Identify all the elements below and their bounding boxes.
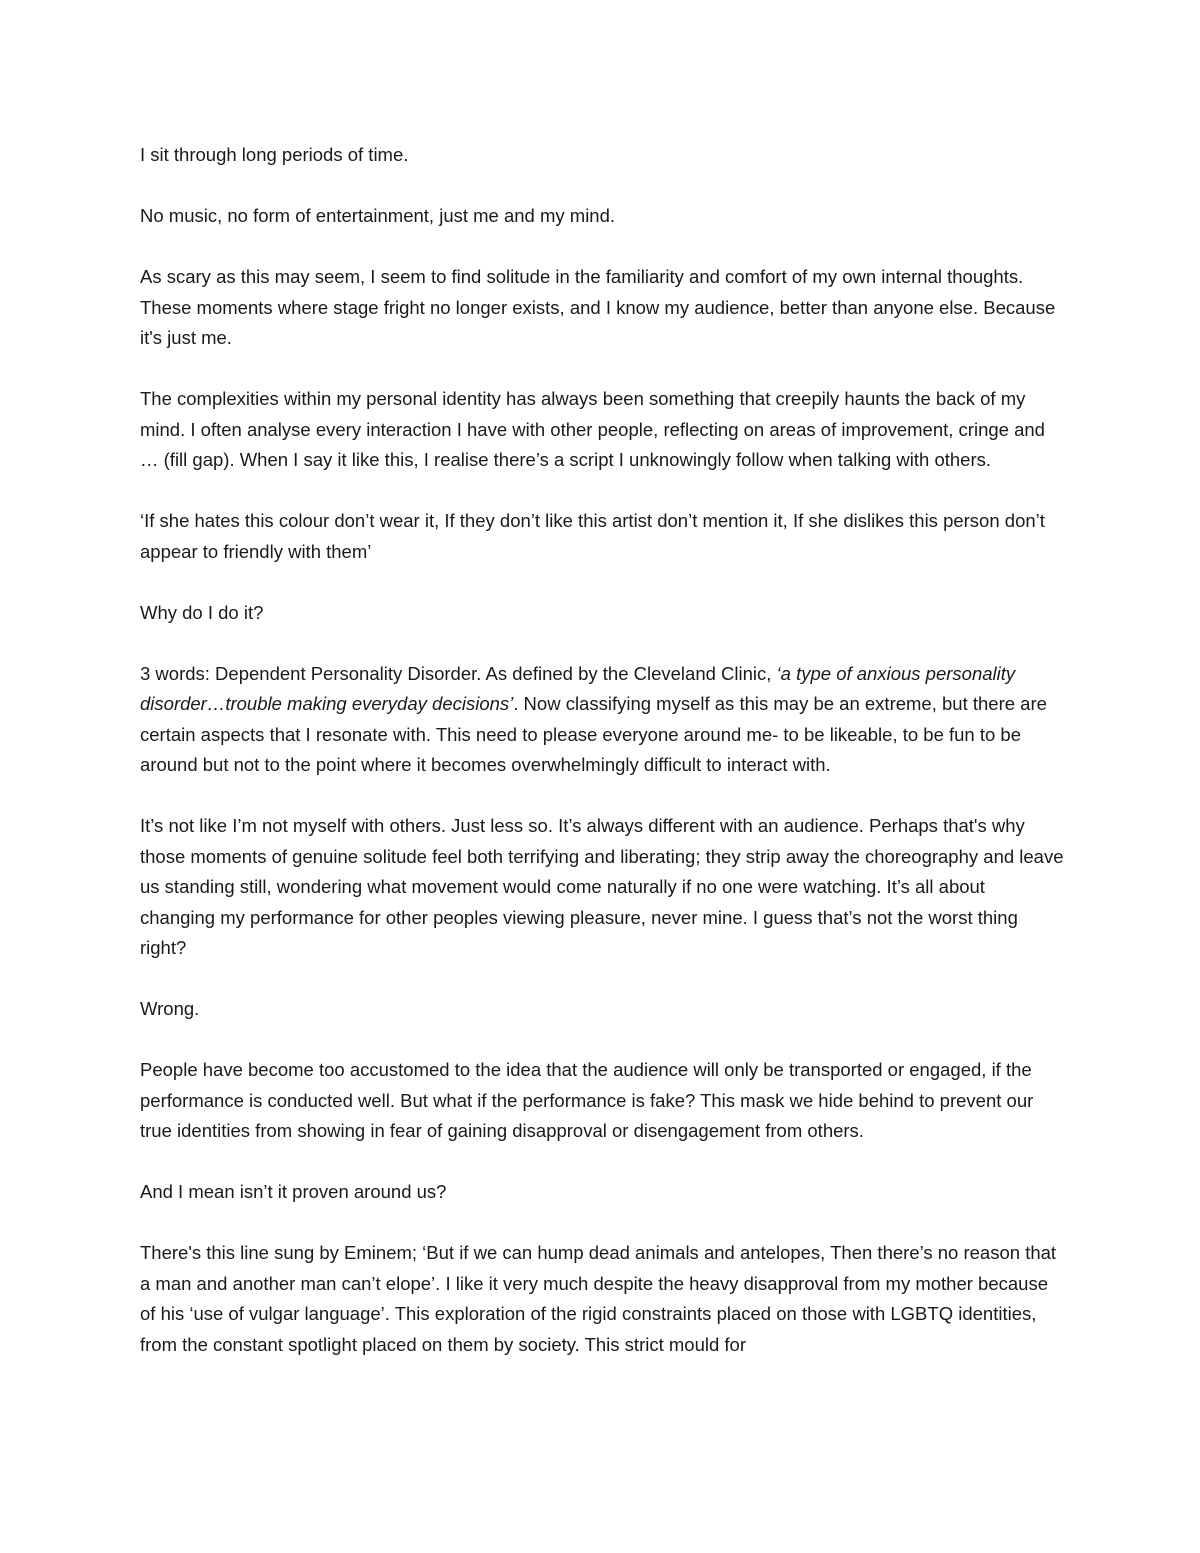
paragraph-7-rest: . Now classifying myself as this may be an extreme, but there are certain aspects that I resonate with. This need to please everyone around me- to be likeable, to be fun to be around but not to the point where it becomes overwhelmingly difficult to interact with.: [140, 693, 1047, 775]
paragraph-10: People have become too accustomed to the idea that the audience will only be transported or engaged, if the performance is conducted well. But what if the performance is fake? This mask we hide behind to prevent our true identities from showing in fear of gaining disapproval or disengagement from others.: [140, 1059, 1034, 1141]
paragraph-2: No music, no form of entertainment, just me and my mind.: [140, 205, 616, 226]
paragraph-7: [140, 659, 1065, 781]
paragraph-5: ‘If she hates this colour don’t wear it, If they don’t like this artist don’t mention it, If she dislikes this person don’t appear to friendly with them’: [140, 510, 1045, 562]
paragraph-1: I sit through long periods of time.: [140, 144, 409, 165]
paragraph-3: As scary as this may seem, I seem to find solitude in the familiarity and comfort of my own internal thoughts. These moments where stage fright no longer exists, and I know my audience, better than anyone else. Because it's just me.: [140, 266, 1056, 348]
paragraph-11: And I mean isn’t it proven around us?: [140, 1181, 447, 1202]
cleveland-clinic-quote: ‘a type of anxious personality disorder…trouble making everyday decisions’: [140, 662, 1016, 714]
paragraph-12: There's this line sung by Eminem; ‘But if we can hump dead animals and antelopes, Then there’s no reason that a man and another man can’t elope’. I like it very much despite the heavy disapproval from my mother because of his ‘use of vulgar language’. This exploration of the rigid constraints placed on those with LGBTQ identities, from the constant spotlight placed on them by society. This strict mould for: [140, 1242, 1057, 1355]
paragraph-4: The complexities within my personal identity has always been something that creepily haunts the back of my mind. I often analyse every interaction I have with other people, reflecting on areas of improvement, cringe and … (fill gap). When I say it like this, I realise there’s a script I unknowingly follow when talking with others.: [140, 388, 1045, 470]
paragraph-9: Wrong.: [140, 998, 200, 1019]
paragraph-8: It’s not like I’m not myself with others. Just less so. It’s always different with an audience. Perhaps that's why those moments of genuine solitude feel both terrifying and liberating; they strip away the choreography and leave us standing still, wondering what movement would come naturally if no one were watching. It’s all about changing my performance for other peoples viewing pleasure, never mine. I guess that’s not the worst thing right?: [140, 815, 1064, 958]
paragraph-7-intro: 3 words: Dependent Personality Disorder. As defined by the Cleveland Clinic,: [140, 662, 777, 684]
paragraph-6: Why do I do it?: [140, 601, 264, 623]
document-body: [140, 140, 1065, 1360]
